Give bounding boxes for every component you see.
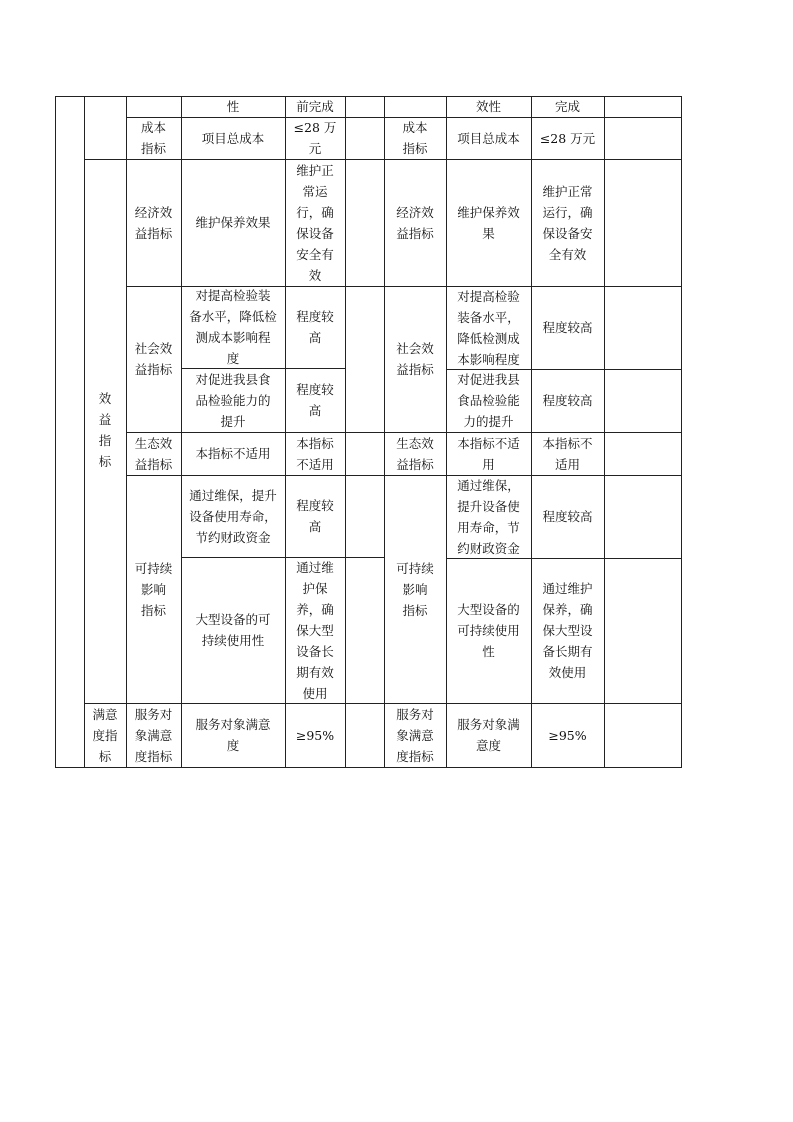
sustain-indicator-1: 通过维保，提升 设备使用寿命， 节约财政资金 [189, 487, 277, 545]
social-value-2: 程度较 高 [296, 382, 334, 418]
satisfaction-category: 服务对 象满意 度指标 [134, 706, 173, 764]
cost-indicator-right: 项目总成本 [457, 130, 520, 146]
header-col-4: 性 [226, 99, 240, 114]
social-category-right: 社会效 益指标 [396, 341, 434, 377]
social-indicator-2: 对促进我县食 品检验能力的 提升 [195, 371, 271, 429]
eco-value-right: 本指标不 适用 [542, 435, 593, 472]
social-indicator-2-right: 对促进我县 食品检验能 力的提升 [457, 372, 520, 429]
cost-value-right: ≤28 万元 [539, 130, 596, 146]
cost-category-right: 成本 指标 [402, 120, 428, 156]
economic-category-right: 经济效 益指标 [396, 204, 434, 241]
social-value-2-right: 程度较高 [542, 393, 593, 408]
header-col-5: 前完成 [296, 99, 334, 114]
eco-indicator-right: 本指标不适 用 [457, 435, 520, 472]
satisfaction-indicator: 服务对象满意 度 [195, 717, 271, 753]
header-col-10: 完成 [554, 99, 580, 114]
satisfaction-value-right: ≥95% [548, 727, 587, 743]
sustain-indicator-1-right: 通过维保， 提升设备使 用寿命，节 约财政资金 [457, 477, 520, 556]
social-indicator-1-right: 对提高检验 装备水平， 降低检测成 本影响程度 [457, 288, 520, 367]
sustain-value-2: 通过维 护保 养，确 保大型 设备长 期有效 使用 [296, 559, 334, 701]
sustain-category: 可持续 影响 指标 [134, 560, 173, 618]
economic-value: 维护正 常运 行，确 保设备 安全有 效 [296, 162, 334, 283]
eco-category-right: 生态效 益指标 [396, 435, 434, 472]
sustain-value-2-right: 通过维护 保养，确 保大型设 备长期有 效使用 [542, 581, 593, 680]
sustain-indicator-2: 大型设备的可 持续使用性 [195, 612, 271, 648]
cost-indicator: 项目总成本 [201, 130, 265, 146]
satisfaction-value: ≥95% [295, 727, 335, 743]
header-col-9: 效性 [475, 99, 501, 114]
economic-category: 经济效 益指标 [134, 204, 173, 241]
cost-category: 成本 指标 [140, 120, 166, 156]
eco-indicator: 本指标不适用 [195, 446, 271, 461]
sustain-value-1-right: 程度较高 [542, 509, 593, 524]
economic-indicator-right: 维护保养效 果 [457, 204, 520, 241]
social-value-1-right: 程度较高 [542, 320, 593, 335]
cost-value: ≤28 万 元 [293, 120, 337, 156]
eco-value: 本指标 不适用 [296, 435, 334, 472]
sustain-value-1: 程度较 高 [296, 498, 334, 534]
economic-value-right: 维护正常 运行，确 保设备安 全有效 [542, 183, 593, 262]
sustain-indicator-2-right: 大型设备的 可持续使用 性 [457, 602, 520, 659]
social-category: 社会效 益指标 [134, 341, 173, 377]
economic-indicator: 维护保养效果 [195, 215, 271, 230]
eco-category: 生态效 益指标 [134, 435, 173, 472]
social-value-1: 程度较 高 [296, 309, 334, 345]
social-indicator-1: 对提高检验装 备水平，降低检 测成本影响程 度 [189, 288, 277, 366]
satisfaction-indicator-right: 服务对象满 意度 [457, 717, 520, 753]
satisfaction-category-right: 服务对 象满意 度指标 [396, 706, 434, 764]
sustain-category-right: 可持续 影响 指标 [396, 560, 434, 618]
benefit-indicator-label: 效 益 指 标 [98, 391, 112, 469]
satisfaction-label: 满意 度指 标 [92, 706, 118, 764]
